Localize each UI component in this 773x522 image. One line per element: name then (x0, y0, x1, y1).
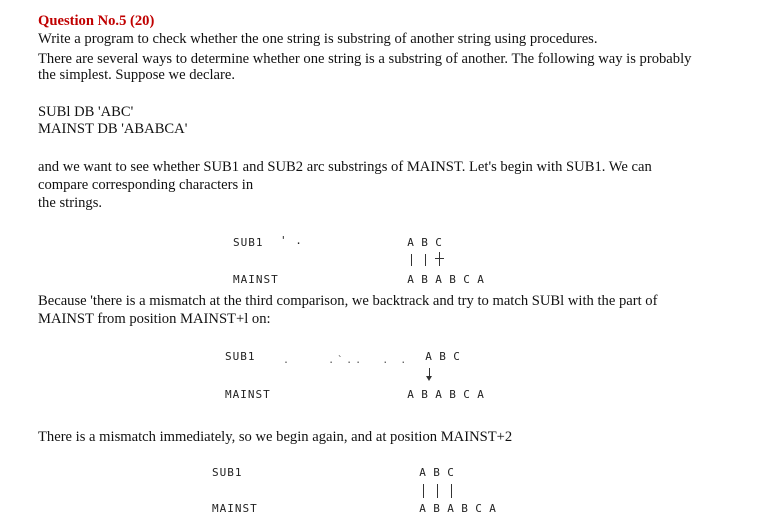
figure2-sub-chars (422, 350, 464, 363)
main-char: A (435, 273, 443, 286)
match-line (411, 254, 412, 266)
sub-char: C (447, 466, 455, 479)
code-declaration-main: MAINST DB 'ABABCA' (38, 121, 188, 137)
match-line (425, 254, 426, 266)
mismatch-line (439, 252, 440, 266)
main-char: B (449, 273, 457, 286)
paragraph-backtrack-line1: Because 'there is a mismatch at the third comparison, we backtrack and try to match SUBl with the part of (38, 293, 658, 309)
paragraph-backtrack-line2: MAINST from position MAINST+l on: (38, 311, 271, 327)
paragraph-mismatch: There is a mismatch immediately, so we begin again, and at position MAINST+2 (38, 429, 513, 445)
main-char: A (447, 502, 455, 515)
main-char: A (419, 502, 427, 515)
figure3-sub-label: SUB1 (212, 466, 243, 479)
figure1-sub-chars (404, 236, 446, 249)
main-char: C (463, 388, 471, 401)
figure3-sub-chars (416, 466, 458, 479)
figure2-main-chars (404, 388, 488, 401)
main-char: A (489, 502, 497, 515)
match-line (423, 484, 424, 498)
main-char: C (463, 273, 471, 286)
paragraph-task: Write a program to check whether the one string is substring of another string using procedures. (38, 31, 598, 47)
figure1-main-chars (404, 273, 488, 286)
sub-char: C (435, 236, 443, 249)
sub-char: C (453, 350, 461, 363)
sub-char: B (439, 350, 447, 363)
figure3-main-chars (416, 502, 500, 515)
figure2-sub-label: SUB1 (225, 350, 256, 363)
main-char: B (421, 388, 429, 401)
paragraph-ways-line2: the simplest. Suppose we declare. (38, 67, 235, 83)
sub-char: B (421, 236, 429, 249)
figure1-sub-marks: ' . (280, 234, 303, 247)
main-char: A (477, 388, 485, 401)
code-declaration-sub: SUBl DB 'ABC' (38, 104, 134, 120)
sub-char: B (433, 466, 441, 479)
sub-char: A (407, 236, 415, 249)
compare-arrow-head (426, 376, 432, 381)
sub-char: A (419, 466, 427, 479)
mismatch-cross (435, 258, 444, 259)
paragraph-compare-line1: and we want to see whether SUB1 and SUB2 arc substrings of MAINST. Let's begin with SUB1. We can (38, 159, 652, 175)
main-char: A (407, 388, 415, 401)
main-char: B (461, 502, 469, 515)
main-char: A (435, 388, 443, 401)
main-char: B (421, 273, 429, 286)
figure3-main-label: MAINST (212, 502, 258, 515)
figure1-main-label: MAINST (233, 273, 279, 286)
match-line (451, 484, 452, 498)
match-line (437, 484, 438, 498)
figure1-sub-label: SUB1 (233, 236, 264, 249)
paragraph-compare-line3: the strings. (38, 195, 103, 211)
sub-char: A (425, 350, 433, 363)
scan-noise: . .`.. . . (283, 355, 410, 366)
paragraph-compare-line2: compare corresponding characters in (38, 177, 254, 193)
main-char: B (433, 502, 441, 515)
figure2-main-label: MAINST (225, 388, 271, 401)
main-char: C (475, 502, 483, 515)
main-char: A (477, 273, 485, 286)
question-title: Question No.5 (20) (38, 13, 155, 29)
main-char: A (407, 273, 415, 286)
main-char: B (449, 388, 457, 401)
paragraph-ways-line1: There are several ways to determine whether one string is a substring of another. The following way is probably (38, 51, 692, 67)
